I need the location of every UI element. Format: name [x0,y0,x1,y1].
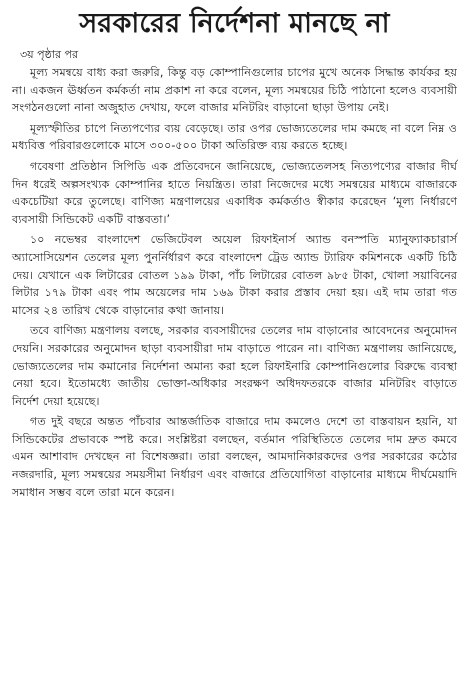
paragraph-4: ১০ নভেম্বর বাংলাদেশ ভেজিটেবল অয়েল রিফাইনার্স অ্যান্ড বনস্পতি ম্যানুফ্যাকচারার্স অ্যাসোসিয়েশন তেলের মূল্য পুনর্নির্ধারণ করে বাংলাদেশ ট্রেড অ্যান্ড ট্যারিফ কমিশনকে একটি চিঠি দেয়। যেখানে এক লিটারের বোতল ১৯৯ টাকা, পাঁচ লিটারের বোতল ৯৮৫ টাকা, খোলা সয়াবিনের লিটার ১৭৯ টাকা এবং পাম অয়েলের দাম ১৬৯ টাকা করার প্রস্তাব দেয়া হয়। এই দাম তারা গত মাসের ২৪ তারিখ থেকে বাড়ানোর কথা জানায়। [12,233,457,317]
paragraph-1: মূল্য সমন্বয়ে বাধ্য করা জরুরি, কিন্তু বড় কোম্পানিগুলোর চাপের মুখে অনেক সিদ্ধান্ত কার্যকর হয় না। একজন ঊর্ধ্বতন কর্মকর্তা নাম প্রকাশ না করে বলেন, মূল্য সমন্বয়ের চিঠি পাঠানো হলেও ব্যবসায়ী সংগঠনগুলো নানা অজুহাত দেখায়, ফলে বাজার মনিটরিং বাড়ানো ছাড়া উপায় নেই। [12,66,457,115]
paragraph-3: গবেষণা প্রতিষ্ঠান সিপিডি এক প্রতিবেদনে জানিয়েছে, ভোজ্যতেলসহ নিত্যপণ্যের বাজার দীর্ঘ দিন ধরেই অল্পসংখ্যক কোম্পানির হাতে নিয়ন্ত্রিত। তারা নিজেদের মধ্যে সমন্বয়ের মাধ্যমে বাজারকে একচেটিয়া করে তুলেছে। বাণিজ্য মন্ত্রণালয়ের একাধিক কর্মকর্তাও স্বীকার করেছেন ‘মূল্য নির্ধারণে ব্যবসায়ী সিন্ডিকেট একটি বাস্তবতা।’ [12,159,457,226]
continued-from-note: ৩য় পৃষ্ঠার পর [20,48,79,61]
paragraph-6: গত দুই বছরে অন্তত পাঁচবার আন্তর্জাতিক বাজারে দাম কমলেও দেশে তা বাস্তবায়ন হয়নি, যা সিন্ডিকেটের প্রভাবকে স্পষ্ট করে। সংশ্লিষ্টরা বলছেন, বর্তমান পরিস্থিতিতে তেলের দাম দ্রুত কমবে এমন আশাবাদ দেখছেন না বিশেষজ্ঞরা। তারা বলছেন, আমদানিকারকদের ওপর সরকারের কঠোর নজরদারি, মূল্য সমন্বয়ের সময়সীমা নির্ধারণ এবং বাজারে প্রতিযোগিতা বাড়ানোর মাধ্যমে দীর্ঘমেয়াদি সমাধান সম্ভব বলে তারা মনে করেন। [12,415,457,499]
headline: সরকারের নির্দেশনা মানছে না [79,8,390,39]
paragraph-2: মূল্যস্ফীতির চাপে নিত্যপণ্যের ব্যয় বেড়েছে। তার ওপর ভোজ্যতেলের দাম কমছে না বলে নিম্ন ও মধ্যবিত্ত পরিবারগুলোকে মাসে ৩০০-৫০০ টাকা অতিরিক্ত ব্যয় করতে হচ্ছে। [12,121,457,153]
paragraph-5: তবে বাণিজ্য মন্ত্রণালয় বলছে, সরকার ব্যবসায়ীদের তেলের দাম বাড়ানোর আবেদনের অনুমোদন দেয়নি। সরকারের অনুমোদন ছাড়া ব্যবসায়ীরা দাম বাড়াতে পারেন না। বাণিজ্য মন্ত্রণালয় জানিয়েছে, ভোজ্যতেলের দাম কমানোর নির্দেশনা অমান্য করা হলে রিফাইনারি কোম্পানিগুলোর বিরুদ্ধে ব্যবস্থা নেয়া হবে। ইতোমধ্যে জাতীয় ভোক্তা-অধিকার সংরক্ষণ অধিদফতরকে বাজার মনিটরিং বাড়াতে নির্দেশ দেয়া হয়েছে। [12,324,457,408]
